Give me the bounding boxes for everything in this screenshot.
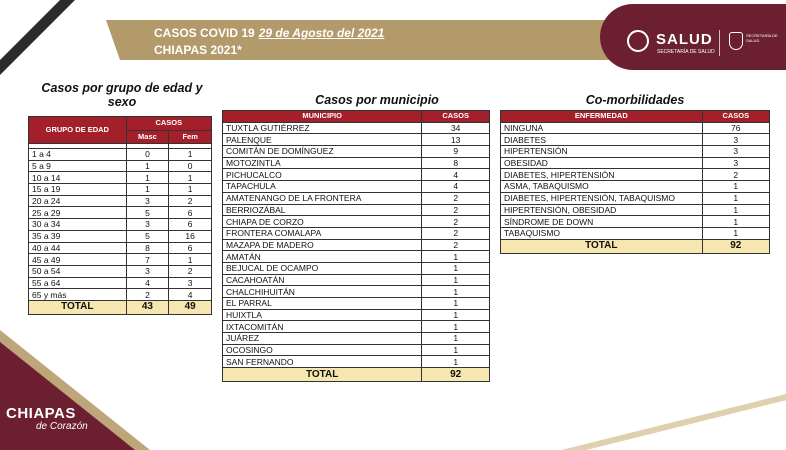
- municipio-row-casos: 1: [422, 274, 490, 286]
- edad-row: [29, 230, 212, 242]
- comorbilidades-row: [501, 227, 770, 239]
- municipio-row-nombre: BERRIOZÁBAL: [223, 204, 422, 216]
- edad-row-masc: 1: [126, 172, 169, 184]
- edad-row-fem: 1: [169, 254, 212, 266]
- municipio-row-nombre: HUIXTLA: [223, 309, 422, 321]
- municipio-row-casos: 1: [422, 321, 490, 333]
- municipio-row-casos: 1: [422, 262, 490, 274]
- edad-row-grupo: 5 a 9: [29, 160, 127, 172]
- edad-row-masc: 3: [126, 265, 169, 277]
- edad-row: [29, 172, 212, 184]
- municipio-row: [223, 134, 490, 146]
- edad-row-masc: 2: [126, 289, 169, 301]
- edad-row-grupo: 25 a 29: [29, 207, 127, 219]
- comorbilidades-header-casos: CASOS: [702, 111, 769, 123]
- municipio-row-casos: 4: [422, 181, 490, 193]
- municipio-header-casos: CASOS: [422, 111, 490, 123]
- municipio-header-name: MUNICIPIO: [223, 111, 422, 123]
- comorbilidades-table: [500, 110, 770, 254]
- comorbilidades-row: [501, 192, 770, 204]
- edad-row: [29, 254, 212, 266]
- municipio-row: [223, 204, 490, 216]
- edad-row-masc: 3: [126, 219, 169, 231]
- comorbilidades-row-casos: 1: [702, 227, 769, 239]
- municipio-total-label: TOTAL: [223, 368, 422, 382]
- edad-row: [29, 265, 212, 277]
- edad-row-fem: 1: [169, 184, 212, 196]
- municipio-row-nombre: BEJUCAL DE OCAMPO: [223, 262, 422, 274]
- edad-header-group: GRUPO DE EDAD: [29, 117, 127, 144]
- municipio-row: [223, 169, 490, 181]
- municipio-row-nombre: JUÁREZ: [223, 333, 422, 345]
- comorbilidades-row-nombre: HIPERTENSIÓN, OBESIDAD: [501, 204, 703, 216]
- edad-row: [29, 207, 212, 219]
- edad-row-grupo: 35 a 39: [29, 230, 127, 242]
- comorbilidades-row-nombre: OBESIDAD: [501, 157, 703, 169]
- report-title: [154, 26, 384, 40]
- edad-row: [29, 289, 212, 301]
- comorbilidades-row-casos: 3: [702, 134, 769, 146]
- municipio-row: [223, 309, 490, 321]
- municipio-row: [223, 216, 490, 228]
- comorbilidades-section-title: Co-morbilidades: [585, 93, 685, 107]
- comorbilidades-row: [501, 169, 770, 181]
- municipio-row-casos: 4: [422, 169, 490, 181]
- municipio-row-nombre: OCOSINGO: [223, 344, 422, 356]
- edad-row-grupo: 65 y más: [29, 289, 127, 301]
- comorbilidades-header-name: ENFERMEDAD: [501, 111, 703, 123]
- seal-icon: [627, 30, 649, 52]
- edad-row-masc: 3: [126, 195, 169, 207]
- edad-header-fem: Fem: [169, 130, 212, 144]
- edad-row-fem: 4: [169, 289, 212, 301]
- report-subtitle: CHIAPAS 2021*: [154, 43, 242, 57]
- municipio-row-nombre: IXTACOMITÁN: [223, 321, 422, 333]
- edad-row-masc: 1: [126, 160, 169, 172]
- municipio-row-nombre: PALENQUE: [223, 134, 422, 146]
- report-title-prefix: CASOS COVID 19: [154, 26, 255, 40]
- municipio-row-casos: 1: [422, 286, 490, 298]
- edad-row-masc: 5: [126, 230, 169, 242]
- salud-logo-text: SALUD: [656, 31, 713, 48]
- municipio-row-nombre: CACAHOATÁN: [223, 274, 422, 286]
- municipio-row: [223, 262, 490, 274]
- municipio-row: [223, 321, 490, 333]
- edad-table: [28, 116, 212, 315]
- comorbilidades-row-casos: 1: [702, 192, 769, 204]
- municipio-row-nombre: MOTOZINTLA: [223, 157, 422, 169]
- edad-row-grupo: 15 a 19: [29, 184, 127, 196]
- municipio-row-casos: 1: [422, 333, 490, 345]
- secretaria-small-logo: SECRETARÍA DE SALUD: [746, 33, 778, 43]
- municipio-row: [223, 344, 490, 356]
- edad-row-grupo: 50 a 54: [29, 265, 127, 277]
- edad-row-masc: 8: [126, 242, 169, 254]
- edad-total-masc: 43: [126, 300, 169, 314]
- comorbilidades-row: [501, 157, 770, 169]
- corner-decoration-inner: [0, 0, 60, 60]
- edad-row: [29, 160, 212, 172]
- municipio-row-casos: 8: [422, 157, 490, 169]
- comorbilidades-row-nombre: DIABETES, HIPERTENSIÓN, TABAQUISMO: [501, 192, 703, 204]
- municipio-row-casos: 2: [422, 227, 490, 239]
- shield-icon: [729, 32, 743, 50]
- edad-row-masc: 7: [126, 254, 169, 266]
- edad-row-fem: 2: [169, 195, 212, 207]
- edad-row-grupo: 40 a 44: [29, 242, 127, 254]
- municipio-row-nombre: EL PARRAL: [223, 298, 422, 310]
- corazon-logo-text: de Corazón: [36, 421, 88, 432]
- municipio-row-nombre: AMATENANGO DE LA FRONTERA: [223, 192, 422, 204]
- municipio-row-casos: 2: [422, 204, 490, 216]
- comorbilidades-row: [501, 181, 770, 193]
- edad-row-fem: 1: [169, 172, 212, 184]
- edad-row-grupo: 30 a 34: [29, 219, 127, 231]
- edad-row-fem: 6: [169, 242, 212, 254]
- municipio-row-casos: 9: [422, 146, 490, 158]
- edad-section-title: Casos por grupo de edad y sexo: [41, 81, 203, 109]
- municipio-row: [223, 227, 490, 239]
- comorbilidades-row-nombre: ASMA, TABAQUISMO: [501, 181, 703, 193]
- municipio-row-casos: 1: [422, 344, 490, 356]
- municipio-row-nombre: TAPACHULA: [223, 181, 422, 193]
- comorbilidades-row: [501, 122, 770, 134]
- municipio-row: [223, 274, 490, 286]
- comorbilidades-row-nombre: NINGUNA: [501, 122, 703, 134]
- municipio-row-nombre: PICHUCALCO: [223, 169, 422, 181]
- comorbilidades-row-casos: 76: [702, 122, 769, 134]
- edad-row: [29, 149, 212, 161]
- edad-row-grupo: 55 a 64: [29, 277, 127, 289]
- municipio-row: [223, 239, 490, 251]
- banner-cut: [106, 20, 120, 60]
- comorbilidades-row-nombre: SÍNDROME DE DOWN: [501, 216, 703, 228]
- municipio-row-nombre: TUXTLA GUTIÉRREZ: [223, 122, 422, 134]
- edad-row: [29, 242, 212, 254]
- comorbilidades-row: [501, 204, 770, 216]
- municipio-row-casos: 34: [422, 122, 490, 134]
- edad-row: [29, 219, 212, 231]
- edad-row: [29, 195, 212, 207]
- edad-row-grupo: 45 a 49: [29, 254, 127, 266]
- edad-row-masc: 4: [126, 277, 169, 289]
- municipio-row: [223, 356, 490, 368]
- municipio-row-nombre: AMATÁN: [223, 251, 422, 263]
- municipio-table: [222, 110, 490, 382]
- edad-row-fem: 6: [169, 219, 212, 231]
- edad-row-masc: 5: [126, 207, 169, 219]
- edad-header-casos: CASOS: [126, 117, 211, 131]
- municipio-row-nombre: SAN FERNANDO: [223, 356, 422, 368]
- edad-row-fem: 0: [169, 160, 212, 172]
- comorbilidades-row-nombre: DIABETES: [501, 134, 703, 146]
- comorbilidades-row-casos: 3: [702, 157, 769, 169]
- edad-row-fem: 3: [169, 277, 212, 289]
- municipio-row: [223, 122, 490, 134]
- comorbilidades-total-label: TOTAL: [501, 239, 703, 253]
- municipio-row: [223, 192, 490, 204]
- comorbilidades-row-nombre: DIABETES, HIPERTENSIÓN: [501, 169, 703, 181]
- municipio-row-nombre: COMITÁN DE DOMÍNGUEZ: [223, 146, 422, 158]
- logo-divider: [719, 30, 720, 56]
- edad-header-masc: Masc: [126, 130, 169, 144]
- municipio-row-nombre: FRONTERA COMALAPA: [223, 227, 422, 239]
- municipio-row: [223, 146, 490, 158]
- edad-row-masc: 1: [126, 184, 169, 196]
- comorbilidades-row: [501, 134, 770, 146]
- edad-row-masc: 0: [126, 149, 169, 161]
- municipio-row: [223, 286, 490, 298]
- report-date: 29 de Agosto del 2021: [258, 26, 385, 40]
- comorbilidades-row-nombre: TABAQUISMO: [501, 227, 703, 239]
- edad-row-fem: 6: [169, 207, 212, 219]
- municipio-row-casos: 2: [422, 239, 490, 251]
- municipio-row-nombre: CHALCHIHUITÁN: [223, 286, 422, 298]
- chiapas-logo-text: CHIAPAS: [6, 405, 76, 422]
- edad-row: [29, 184, 212, 196]
- municipio-row-casos: 13: [422, 134, 490, 146]
- comorbilidades-row-casos: 3: [702, 146, 769, 158]
- comorbilidades-total-value: 92: [702, 239, 769, 253]
- decorative-stripe: [441, 388, 786, 450]
- municipio-row: [223, 251, 490, 263]
- municipio-section-title: Casos por municipio: [315, 93, 439, 107]
- edad-row-grupo: 10 a 14: [29, 172, 127, 184]
- municipio-row-nombre: CHIAPA DE CORZO: [223, 216, 422, 228]
- municipio-row-casos: 1: [422, 251, 490, 263]
- municipio-row: [223, 157, 490, 169]
- comorbilidades-row: [501, 146, 770, 158]
- municipio-row-nombre: MAZAPA DE MADERO: [223, 239, 422, 251]
- municipio-row: [223, 298, 490, 310]
- comorbilidades-row-casos: 2: [702, 169, 769, 181]
- municipio-row-casos: 1: [422, 356, 490, 368]
- edad-total-label: TOTAL: [29, 300, 127, 314]
- municipio-total-value: 92: [422, 368, 490, 382]
- comorbilidades-row-casos: 1: [702, 216, 769, 228]
- municipio-row-casos: 2: [422, 192, 490, 204]
- municipio-row-casos: 2: [422, 216, 490, 228]
- comorbilidades-row-casos: 1: [702, 181, 769, 193]
- edad-total-fem: 49: [169, 300, 212, 314]
- edad-row-grupo: 1 a 4: [29, 149, 127, 161]
- edad-row: [29, 277, 212, 289]
- salud-logo-subtext: SECRETARÍA DE SALUD: [657, 49, 715, 55]
- edad-row-fem: 1: [169, 149, 212, 161]
- comorbilidades-row-casos: 1: [702, 204, 769, 216]
- comorbilidades-row-nombre: HIPERTENSIÓN: [501, 146, 703, 158]
- municipio-row: [223, 181, 490, 193]
- municipio-row-casos: 1: [422, 309, 490, 321]
- comorbilidades-row: [501, 216, 770, 228]
- edad-row-fem: 16: [169, 230, 212, 242]
- municipio-row-casos: 1: [422, 298, 490, 310]
- edad-row-grupo: 20 a 24: [29, 195, 127, 207]
- edad-row-fem: 2: [169, 265, 212, 277]
- municipio-row: [223, 333, 490, 345]
- corner-decoration-bottom-left: [0, 342, 135, 450]
